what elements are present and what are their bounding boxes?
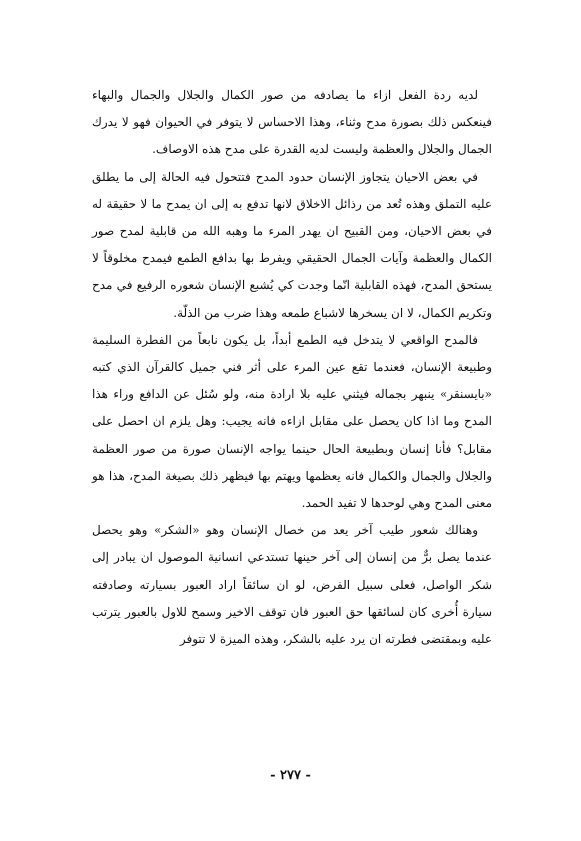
paragraph-3: فالمدح الواقعي لا يتدخل فيه الطمع أبداً، بل يكون نابعاً من الفطرة السليمة وطبيعة الإنسان، فعندما تقع عين المرء على أثر فني جميل كالقرآن الذي كتبه «بايسنقر» ينبهر بجماله فيثني عليه بلا ارادة منه، ولو سُئل عن الدافع وراء هذا المدح وما اذا كان يحصل على مقابل ازاءه فانه يجيب: وهل يلزم ان احصل على مقابل؟ فأنا إنسان وبطبيعة الحال حينما يواجه الإنسان صورة من صور العظمة والجلال والجمال والكمال فانه يعظمها ويهتم بها فيظهر ذلك بصيغة المدح، هذا هو معنى المدح وهي لوحدها لا تفيد الحمد. — [92, 332, 492, 511]
paragraph-2: في بعض الاحيان يتجاوز الإنسان حدود المدح فتتحول فيه الحالة إلى ما يطلق عليه التملق وهذه تُعد من رذائل الاخلاق لانها تدفع به إلى ان يمدح ما لا حقيقة له في بعض الاحيان، ومن القبيح ان يهدر المرء ما وهبه الله من قابلية لمدح صور الكمال والعظمة وآيات الجمال الحقيقي ويفرط بها بدافع الطمع فيمدح مخلوقاً لا يستحق المدح، فهذه القابلية انّما وجدت كي يُشبع الإنسان شعوره الرفيع في مدح وتكريم الكمال، لا ان يسخرها لاشباع طمعه وهذا ضرب من الذلّة. — [92, 169, 492, 320]
page-number: - ٢٧٧ - — [270, 768, 311, 783]
paragraph-1: لديه ردة الفعل ازاء ما يصادفه من صور الكمال والجلال والجمال والبهاء فينعكس ذلك بصورة مدح وثناء، وهذا الاحساس لا يتوفر في الحيوان فهو لا يدرك الجمال والجلال والعظمة وليست لديه القدرة على مدح هذه الاوصاف. — [92, 88, 492, 157]
paragraph-4: وهنالك شعور طيب آخر يعد من خصال الإنسان وهو «الشكر» وهو يحصل عندما يصل برٌّ من إنسان إلى آخر حينها تستدعي انسانية الموصول ان يبادر إلى شكر الواصل، فعلى سبيل الفرض، لو ان سائقاً اراد العبور بسيارته وصادفته سيارة أُخرى كان لسائقها حق العبور فان توقف الاخير وسمح للاول بالعبور يترتب عليه وبمقتضى فطرته ان يرد عليه بالشكر، وهذه الميزة لا تتوفر — [92, 523, 492, 647]
body-text — [92, 82, 492, 653]
